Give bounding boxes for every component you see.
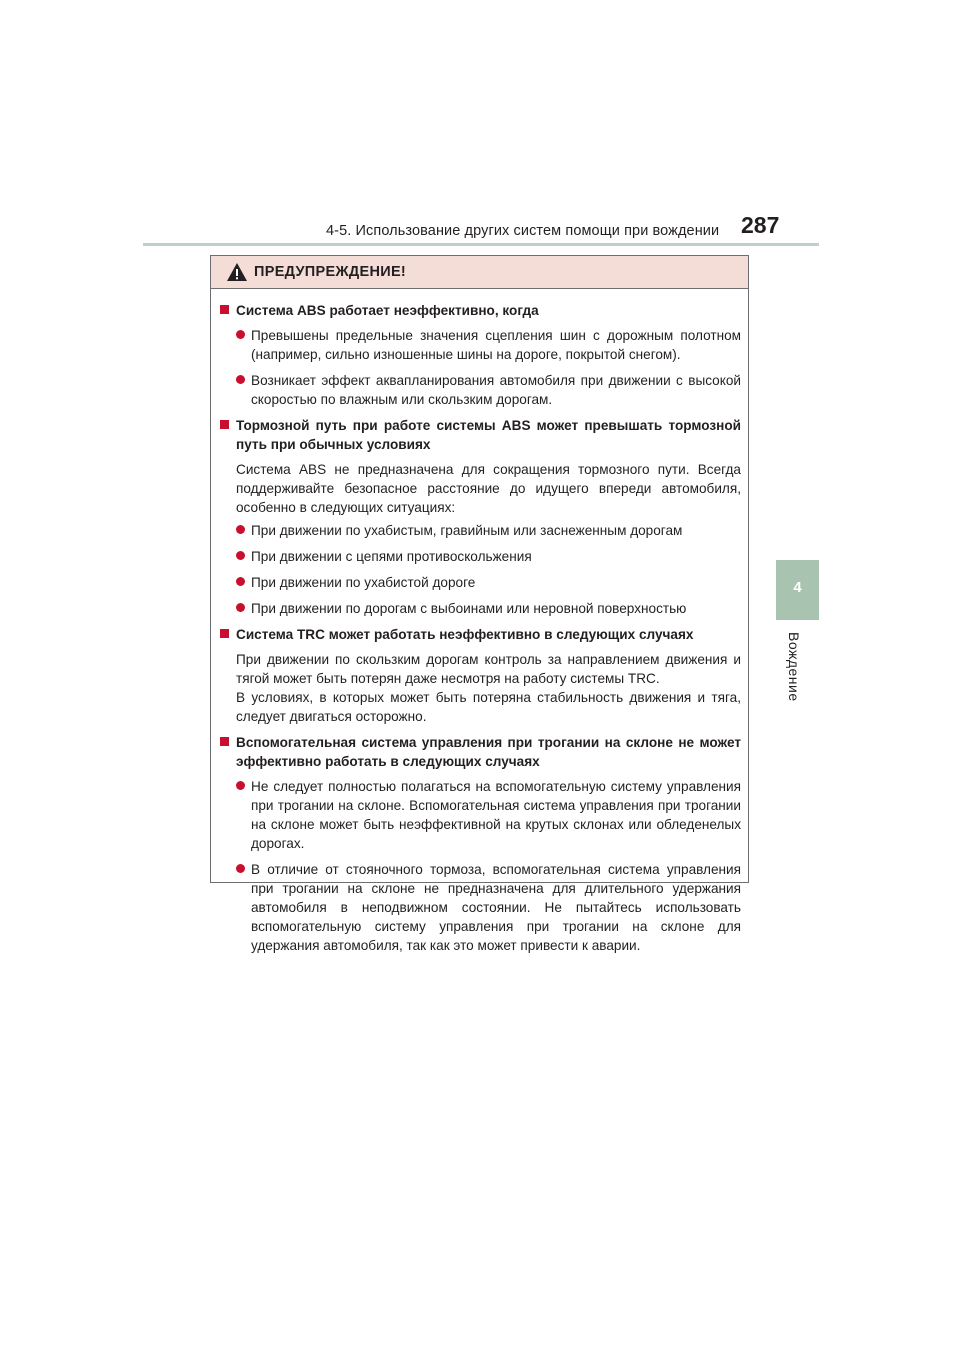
header-rule — [143, 243, 819, 246]
paragraph: В условиях, в которых может быть потеряна стабильность движения и тяга, следует двигаться осторожно. — [236, 690, 741, 724]
paragraph: Система ABS не предназначена для сокращения тормозного пути. Всегда поддерживайте безопасное расстояние до идущего впереди автомобиля, особенно в следующих ситуациях: — [236, 462, 741, 515]
dot-bullet-icon — [236, 551, 245, 560]
list-item: При движении с цепями противоскольжения — [236, 547, 741, 566]
list-item: Превышены предельные значения сцепления шин с дорожным полотном (например, сильно изношенные шины на дороге, покрытой снегом). — [236, 326, 741, 364]
square-bullet-icon — [220, 629, 229, 638]
dot-bullet-icon — [236, 577, 245, 586]
list-item: При движении по дорогам с выбоинами или неровной поверхностью — [236, 599, 741, 618]
chapter-tab[interactable]: 4 — [776, 560, 819, 620]
square-bullet-icon — [220, 420, 229, 429]
list-item: В отличие от стояночного тормоза, вспомогательная система управления при трогании на склоне не предназначена для длительного удержания автомобиля в неподвижном состоянии. Не пытайтесь использовать вспомогательную систему управления при трогании на склоне для удержания автомобиля, так как это может привести к аварии. — [236, 860, 741, 955]
square-bullet-icon — [220, 305, 229, 314]
list-item: При движении по ухабистым, гравийным или заснеженным дорогам — [236, 521, 741, 540]
section-heading: Система ABS работает неэффективно, когда — [218, 301, 741, 320]
section-heading: Тормозной путь при работе системы ABS может превышать тормозной путь при обычных условиях — [218, 416, 741, 454]
chapter-tab-label: Вождение — [786, 632, 802, 702]
chapter-title: 4-5. Использование других систем помощи при вождении — [326, 223, 720, 239]
dot-bullet-icon — [236, 525, 245, 534]
warning-triangle-icon — [226, 262, 248, 282]
warning-header — [211, 256, 748, 289]
warning-body — [211, 289, 748, 955]
square-bullet-icon — [220, 737, 229, 746]
list-item: Возникает эффект аквапланирования автомобиля при движении с высокой скоростью по влажным или скользким дорогам. — [236, 371, 741, 409]
dot-bullet-icon — [236, 330, 245, 339]
dot-bullet-icon — [236, 864, 245, 873]
paragraph: При движении по скользким дорогам контроль за направлением движения и тягой может быть потерян даже несмотря на работу системы TRC. — [236, 652, 741, 686]
dot-bullet-icon — [236, 781, 245, 790]
page-number: 287 — [741, 212, 780, 238]
dot-bullet-icon — [236, 375, 245, 384]
warning-box — [210, 255, 749, 953]
list-item: Не следует полностью полагаться на вспомогательную систему управления при трогании на склоне. Вспомогательная система управления при трогании на склоне может быть неэффективной на крутых склонах или обледенелых дорогах. — [236, 777, 741, 853]
warning-title: ПРЕДУПРЕЖДЕНИЕ! — [254, 264, 407, 280]
section-heading: Система TRC может работать неэффективно в следующих случаях — [218, 625, 741, 644]
list-item: При движении по ухабистой дороге — [236, 573, 741, 592]
dot-bullet-icon — [236, 603, 245, 612]
section-heading: Вспомогательная система управления при трогании на склоне не может эффективно работать в следующих случаях — [218, 733, 741, 771]
